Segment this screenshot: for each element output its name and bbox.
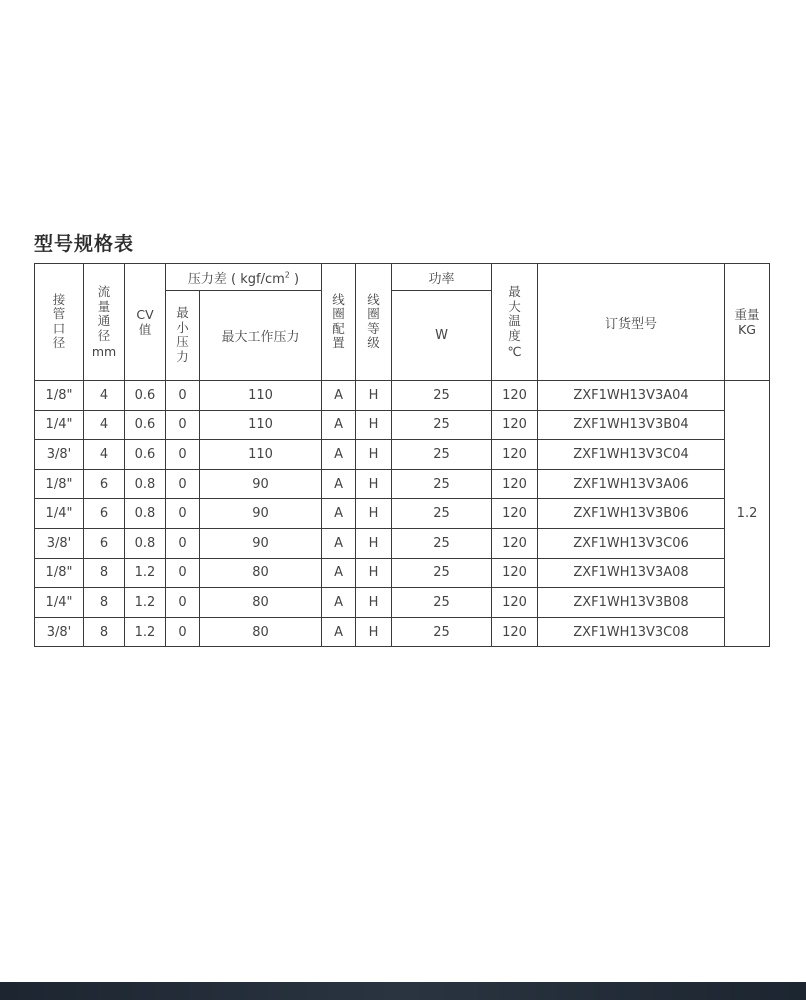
cell-model: ZXF1WH13V3A04 xyxy=(538,381,725,411)
cell-power: 25 xyxy=(392,410,492,440)
cell-coil-config: A xyxy=(322,588,356,618)
table-row xyxy=(35,558,770,588)
cell-model: ZXF1WH13V3B08 xyxy=(538,588,725,618)
header-weight xyxy=(725,264,770,381)
header-cv xyxy=(125,264,166,381)
header-port xyxy=(35,264,84,381)
cell-coil-config: A xyxy=(322,469,356,499)
cell-model: ZXF1WH13V3C06 xyxy=(538,528,725,558)
cell-max-pressure: 110 xyxy=(200,440,322,470)
cell-model: ZXF1WH13V3B04 xyxy=(538,410,725,440)
header-coil-grade xyxy=(356,264,392,381)
cell-flow: 6 xyxy=(84,469,125,499)
cell-coil-grade: H xyxy=(356,499,392,529)
page-title: 型号规格表 xyxy=(34,233,135,255)
cell-coil-config: A xyxy=(322,558,356,588)
table-row xyxy=(35,469,770,499)
cell-cv: 0.8 xyxy=(125,528,166,558)
header-power xyxy=(392,264,492,291)
cell-power: 25 xyxy=(392,499,492,529)
cell-port: 1/4" xyxy=(35,410,84,440)
cell-power: 25 xyxy=(392,381,492,411)
header-max-pressure-label: 最大工作压力 xyxy=(221,330,300,345)
header-port-label: 接管口径 xyxy=(52,291,66,351)
cell-flow: 8 xyxy=(84,588,125,618)
cell-port: 3/8' xyxy=(35,617,84,647)
table-row xyxy=(35,588,770,618)
cell-min-pressure: 0 xyxy=(166,588,200,618)
cell-temp: 120 xyxy=(492,410,538,440)
header-power-label: 功率 xyxy=(428,271,455,287)
cell-coil-grade: H xyxy=(356,469,392,499)
cell-temp: 120 xyxy=(492,440,538,470)
cell-model: ZXF1WH13V3A06 xyxy=(538,469,725,499)
header-pressure-diff-sup: 2 xyxy=(284,270,290,280)
header-flow-label: 流量通径 xyxy=(97,284,111,343)
header-max-temp-label: 最大温度 xyxy=(508,284,521,343)
cell-coil-config: A xyxy=(322,528,356,558)
cell-flow: 8 xyxy=(84,617,125,647)
cell-max-pressure: 80 xyxy=(200,617,322,647)
cell-power: 25 xyxy=(392,440,492,470)
cell-coil-grade: H xyxy=(356,381,392,411)
table-row xyxy=(35,528,770,558)
cell-model: ZXF1WH13V3A08 xyxy=(538,558,725,588)
cell-cv: 0.6 xyxy=(125,410,166,440)
header-flow xyxy=(84,264,125,381)
cell-temp: 120 xyxy=(492,528,538,558)
table-row xyxy=(35,381,770,411)
cell-power: 25 xyxy=(392,528,492,558)
header-coil-config-label: 线圈配置 xyxy=(332,291,345,351)
cell-min-pressure: 0 xyxy=(166,617,200,647)
cell-temp: 120 xyxy=(492,469,538,499)
cell-coil-grade: H xyxy=(356,617,392,647)
header-min-pressure-label: 最小压力 xyxy=(176,305,189,364)
header-max-temp-unit: ℃ xyxy=(507,343,522,359)
header-order-model xyxy=(538,264,725,381)
header-cv-bottom: 值 xyxy=(138,322,152,337)
cell-power: 25 xyxy=(392,469,492,499)
cell-coil-config: A xyxy=(322,499,356,529)
cell-weight: 1.2 xyxy=(725,381,770,647)
header-coil-grade-label: 线圈等级 xyxy=(367,291,380,351)
cell-min-pressure: 0 xyxy=(166,499,200,529)
cell-flow: 4 xyxy=(84,410,125,440)
header-order-model-label: 订货型号 xyxy=(605,316,658,332)
header-weight-unit: KG xyxy=(738,322,756,337)
cell-coil-grade: H xyxy=(356,410,392,440)
cell-max-pressure: 80 xyxy=(200,558,322,588)
cell-cv: 0.6 xyxy=(125,440,166,470)
cell-power: 25 xyxy=(392,617,492,647)
cell-cv: 1.2 xyxy=(125,588,166,618)
header-pressure-diff-end: ) xyxy=(289,271,300,287)
cell-coil-config: A xyxy=(322,410,356,440)
cell-coil-config: A xyxy=(322,440,356,470)
cell-power: 25 xyxy=(392,558,492,588)
header-weight-label: 重量 xyxy=(734,307,760,322)
header-coil-config xyxy=(322,264,356,381)
header-cv-top: CV xyxy=(136,307,154,322)
cell-max-pressure: 90 xyxy=(200,469,322,499)
cell-temp: 120 xyxy=(492,588,538,618)
header-min-pressure xyxy=(166,291,200,381)
header-max-temp xyxy=(492,264,538,381)
cell-cv: 1.2 xyxy=(125,558,166,588)
table-row xyxy=(35,440,770,470)
cell-cv: 0.8 xyxy=(125,499,166,529)
cell-cv: 0.6 xyxy=(125,381,166,411)
cell-model: ZXF1WH13V3C08 xyxy=(538,617,725,647)
cell-min-pressure: 0 xyxy=(166,558,200,588)
cell-coil-config: A xyxy=(322,381,356,411)
cell-coil-grade: H xyxy=(356,440,392,470)
cell-min-pressure: 0 xyxy=(166,469,200,499)
cell-max-pressure: 80 xyxy=(200,588,322,618)
cell-max-pressure: 90 xyxy=(200,528,322,558)
cell-temp: 120 xyxy=(492,499,538,529)
cell-coil-grade: H xyxy=(356,528,392,558)
header-max-pressure xyxy=(200,291,322,381)
spec-table xyxy=(34,263,770,647)
cell-flow: 6 xyxy=(84,499,125,529)
cell-coil-grade: H xyxy=(356,558,392,588)
cell-model: ZXF1WH13V3C04 xyxy=(538,440,725,470)
table-row xyxy=(35,617,770,647)
cell-port: 1/8" xyxy=(35,469,84,499)
cell-power: 25 xyxy=(392,588,492,618)
table-row xyxy=(35,410,770,440)
header-pressure-diff xyxy=(166,264,322,291)
cell-port: 1/4" xyxy=(35,588,84,618)
cell-flow: 4 xyxy=(84,440,125,470)
cell-coil-config: A xyxy=(322,617,356,647)
cell-port: 3/8' xyxy=(35,528,84,558)
table-row xyxy=(35,499,770,529)
cell-max-pressure: 90 xyxy=(200,499,322,529)
cell-port: 3/8' xyxy=(35,440,84,470)
cell-flow: 4 xyxy=(84,381,125,411)
cell-max-pressure: 110 xyxy=(200,410,322,440)
cell-min-pressure: 0 xyxy=(166,528,200,558)
header-flow-unit: mm xyxy=(91,343,117,359)
header-power-unit xyxy=(392,291,492,381)
cell-cv: 0.8 xyxy=(125,469,166,499)
header-row-1 xyxy=(35,264,770,291)
cell-temp: 120 xyxy=(492,381,538,411)
cell-port: 1/4" xyxy=(35,499,84,529)
cell-max-pressure: 110 xyxy=(200,381,322,411)
cell-min-pressure: 0 xyxy=(166,410,200,440)
cell-flow: 6 xyxy=(84,528,125,558)
cell-min-pressure: 0 xyxy=(166,381,200,411)
cell-temp: 120 xyxy=(492,558,538,588)
header-power-unit-label: W xyxy=(435,328,448,343)
cell-port: 1/8" xyxy=(35,381,84,411)
cell-min-pressure: 0 xyxy=(166,440,200,470)
bottom-bar xyxy=(0,982,806,1000)
cell-port: 1/8" xyxy=(35,558,84,588)
cell-temp: 120 xyxy=(492,617,538,647)
cell-coil-grade: H xyxy=(356,588,392,618)
cell-model: ZXF1WH13V3B06 xyxy=(538,499,725,529)
cell-flow: 8 xyxy=(84,558,125,588)
header-pressure-diff-label: 压力差 ( kgf/cm xyxy=(187,271,285,287)
cell-cv: 1.2 xyxy=(125,617,166,647)
